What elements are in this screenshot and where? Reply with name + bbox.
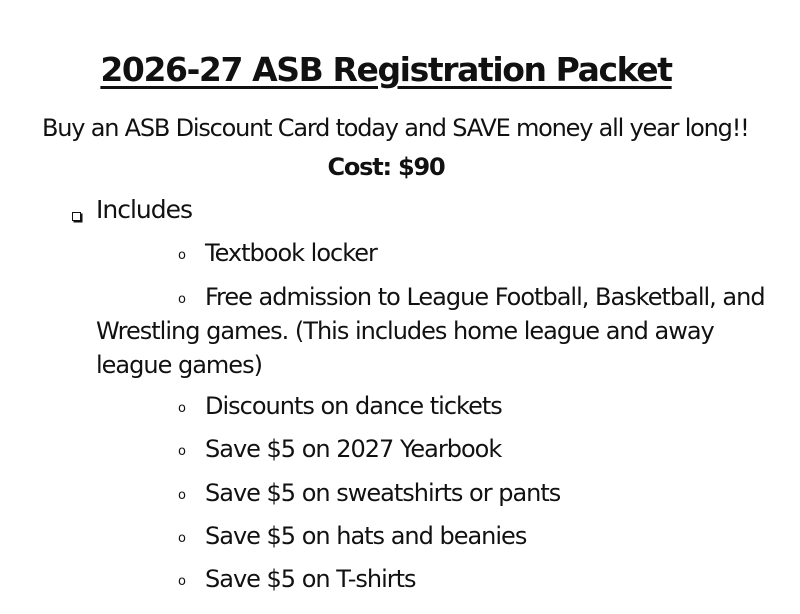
list-item (96, 432, 786, 466)
circle-bullet-icon: o (178, 531, 185, 546)
includes-heading: Includes (96, 195, 193, 224)
circle-bullet-icon: o (178, 401, 185, 416)
circle-bullet-icon: o (178, 444, 185, 459)
list-item (96, 519, 786, 553)
circle-bullet-icon: o (178, 248, 185, 263)
list-item-text: Save $5 on 2027 Yearbook (205, 435, 502, 463)
circle-bullet-icon: o (178, 488, 185, 503)
list-item-text: Save $5 on T-shirts (205, 565, 416, 593)
list-item (96, 280, 786, 382)
list-item-text: Save $5 on sweatshirts or pants (205, 479, 561, 507)
list-item-text: Discounts on dance tickets (205, 392, 502, 420)
list-item-text: Save $5 on hats and beanies (205, 522, 527, 550)
list-item (96, 389, 786, 423)
list-item-text: Textbook locker (205, 239, 377, 267)
page-title: 2026-27 ASB Registration Packet (100, 50, 672, 89)
list-item (96, 476, 786, 510)
list-item (96, 236, 786, 270)
subtitle: Buy an ASB Discount Card today and SAVE money all year long!! (42, 114, 749, 142)
list-item (96, 562, 786, 596)
cost-label: Cost: $90 (327, 153, 445, 181)
circle-bullet-icon: o (178, 574, 185, 589)
circle-bullet-icon: o (178, 292, 185, 307)
list-item-text: Free admission to League Football, Basketball, and Wrestling games. (This includes home league and away league games) (96, 283, 765, 379)
